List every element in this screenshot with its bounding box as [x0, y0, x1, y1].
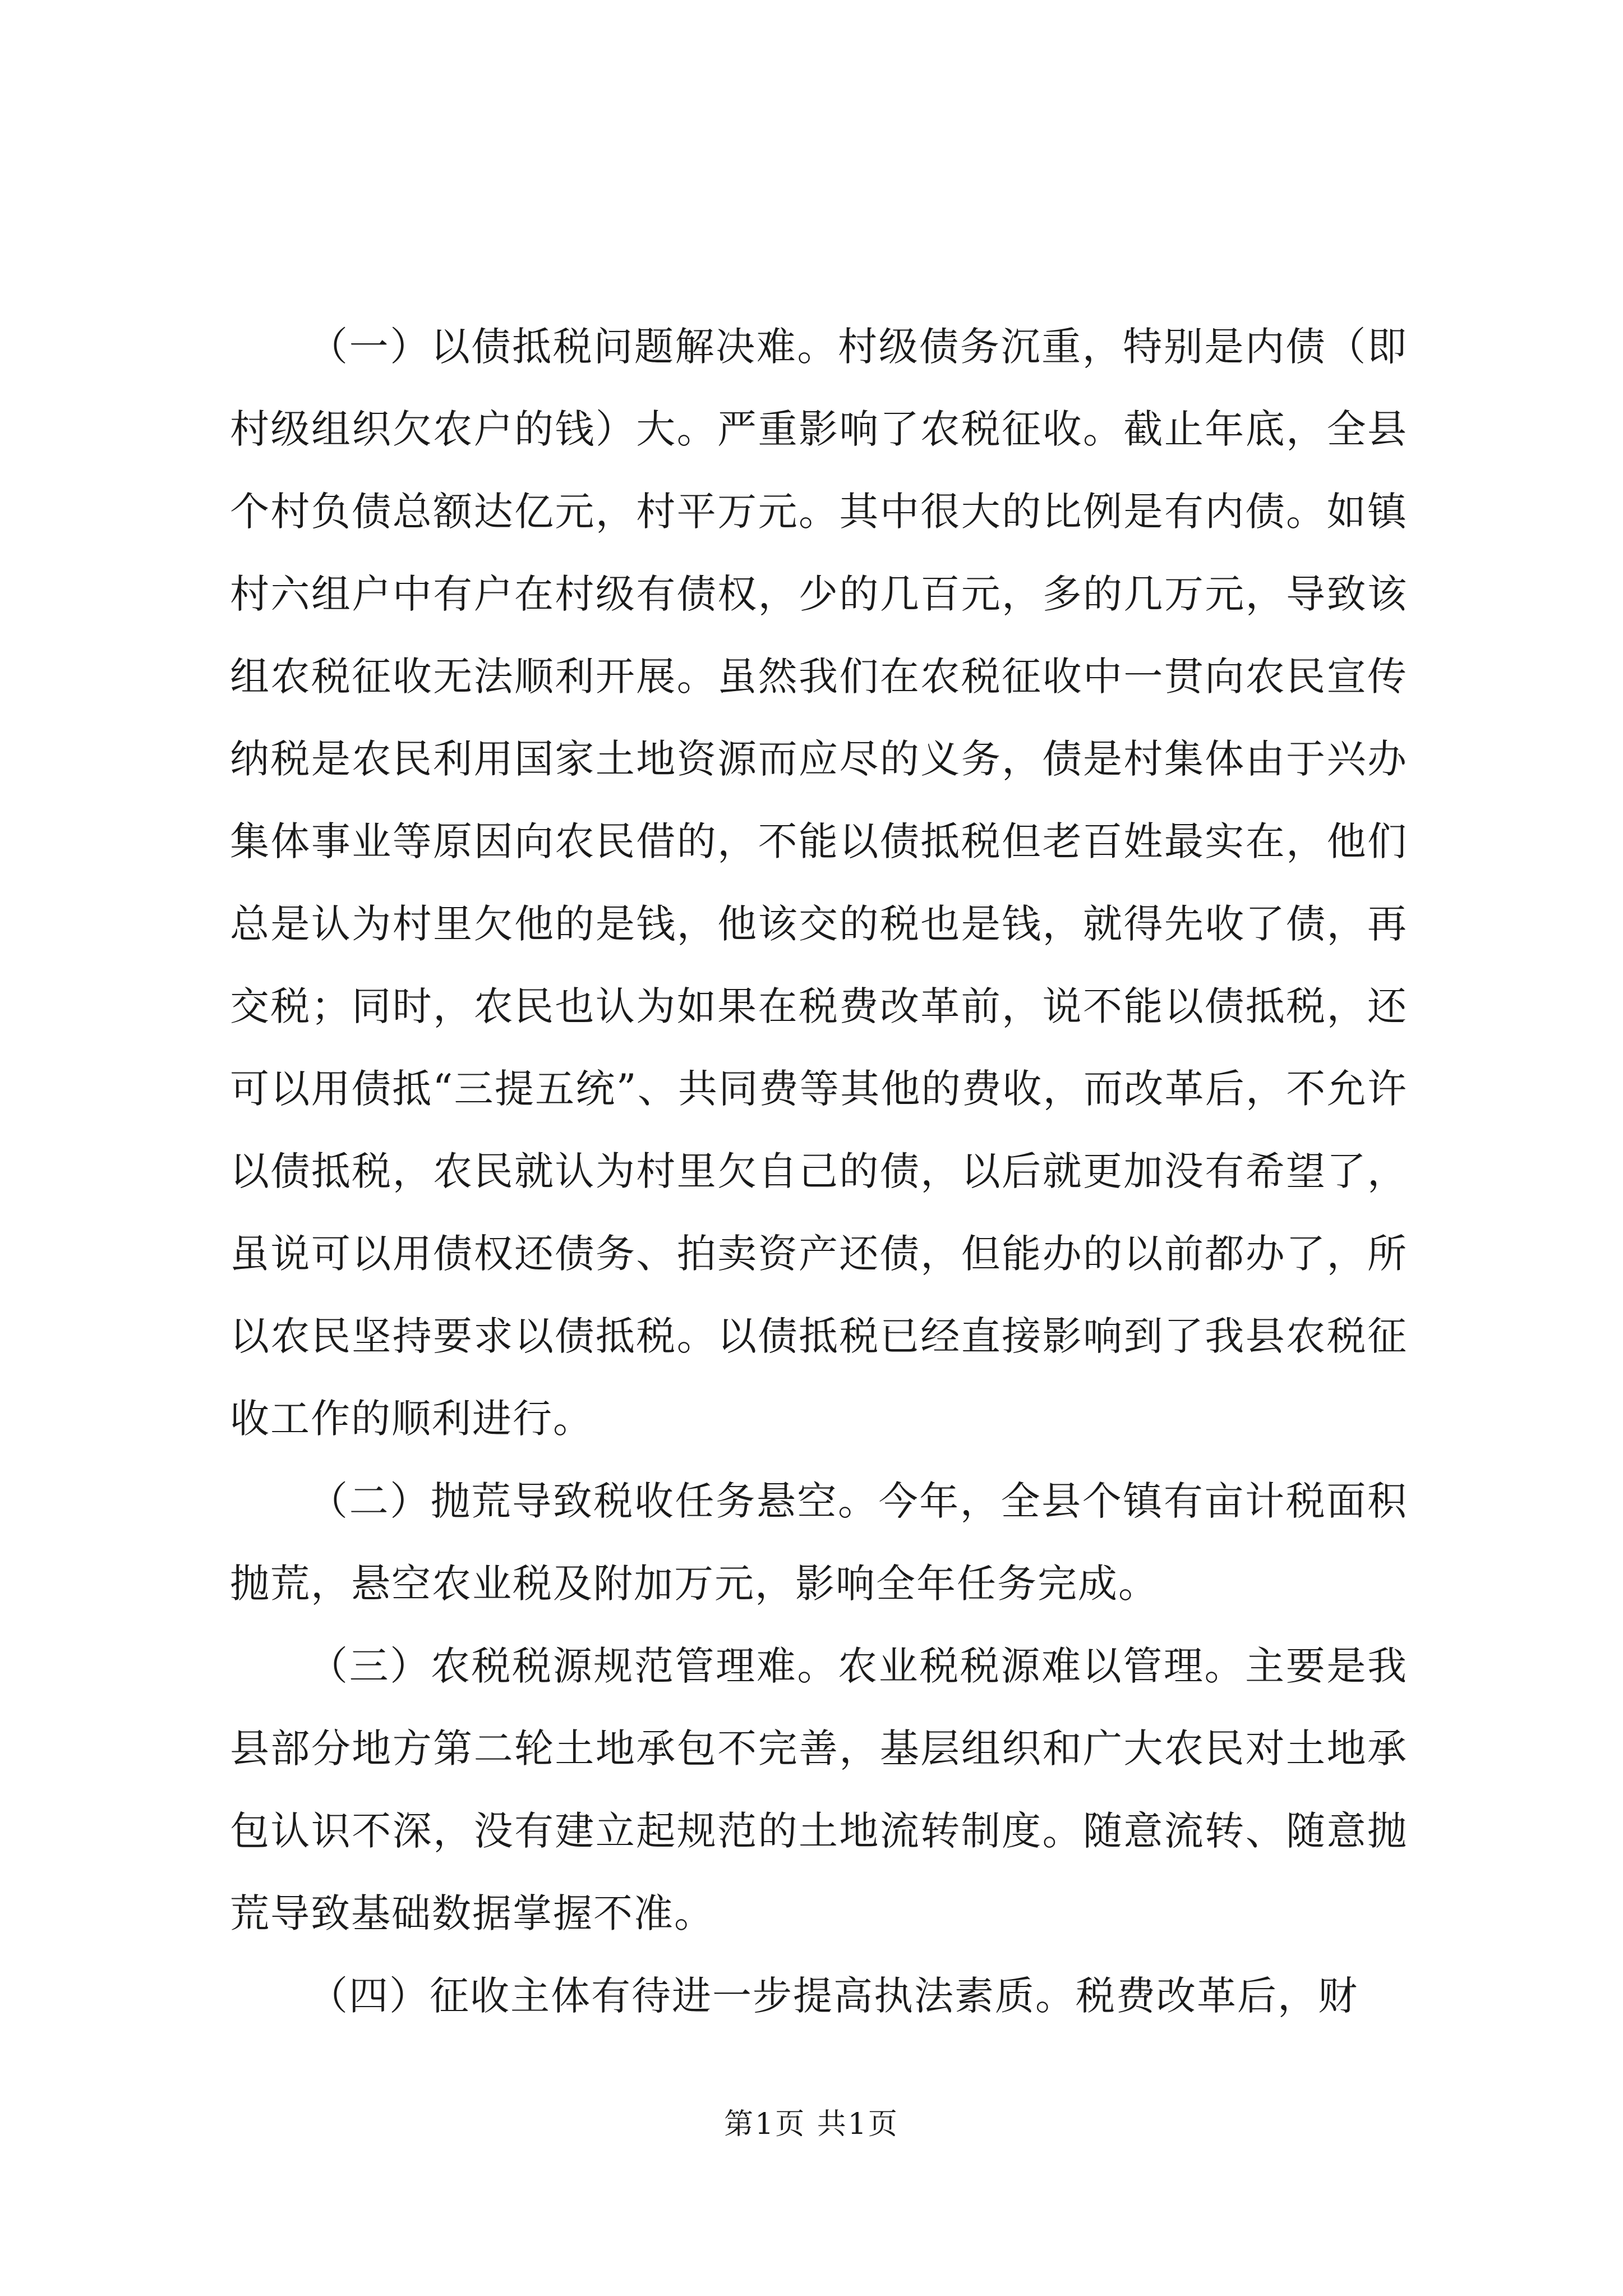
document-body: [230, 306, 1408, 2037]
paragraph-tax-source-management: （三）农税税源规范管理难。农业税税源难以管理。主要是我县部分地方第二轮土地承包不完善，基层组织和广大农民对土地承包认识不深，没有建立起规范的土地流转制度。随意流转、随意抛荒导致基础数据掌握不准。: [230, 1643, 1408, 1936]
paragraph-abandoned-land: （二）抛荒导致税收任务悬空。今年，全县个镇有亩计税面积抛荒，悬空农业税及附加万元，影响全年任务完成。: [230, 1478, 1408, 1607]
page-footer: 第1页 共1页: [724, 2108, 899, 2141]
paragraph-debt-offset: （一）以债抵税问题解决难。村级债务沉重，特别是内债（即村级组织欠农户的钱）大。严重影响了农税征收。截止年底，全县个村负债总额达亿元，村平万元。其中很大的比例是有内债。如镇村六组户中有户在村级有债权，少的几百元，多的几万元，导致该组农税征收无法顺利开展。虽然我们在农税征收中一贯向农民宣传纳税是农民利用国家土地资源而应尽的义务，债是村集体由于兴办集体事业等原因向农民借的，不能以债抵税但老百姓最实在，他们总是认为村里欠他的是钱，他该交的税也是钱，就得先收了债，再交税；同时，农民也认为如果在税费改革前，说不能以债抵税，还可以用债抵“三提五统”、共同费等其他的费收，而改革后，不允许以债抵税，农民就认为村里欠自己的债，以后就更加没有希望了，虽说可以用债权还债务、拍卖资产还债，但能办的以前都办了，所以农民坚持要求以债抵税。以债抵税已经直接影响到了我县农税征收工作的顺利进行。: [230, 324, 1408, 1442]
paragraph-enforcement-quality: （四）征收主体有待进一步提高执法素质。税费改革后，财: [308, 1973, 1358, 2019]
